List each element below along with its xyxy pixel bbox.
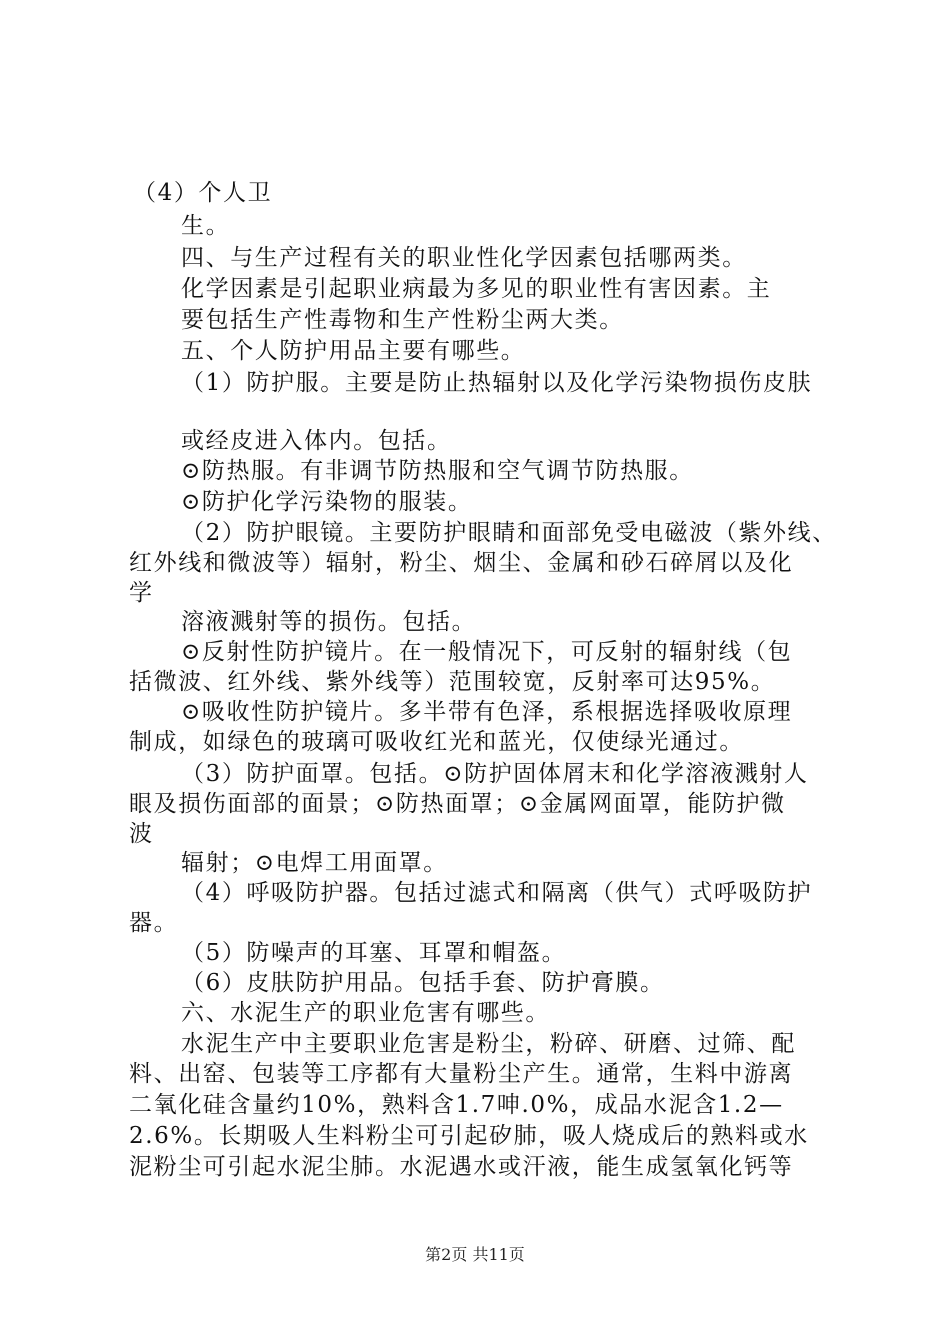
text-line: 料、出窑、包装等工序都有大量粉尘产生。通常，生料中游离 [129, 1061, 794, 1087]
text-line: ⊙防热服。有非调节防热服和空气调节防热服。 [181, 458, 694, 484]
text-line: 器。 [129, 910, 179, 936]
section-heading: 六、水泥生产的职业危害有哪些。 [181, 1000, 550, 1026]
section-heading: 四、与生产过程有关的职业性化学因素包括哪两类。 [181, 245, 747, 271]
text-line: ⊙防护化学污染物的服装。 [181, 489, 473, 515]
text-line: 波 [129, 821, 154, 847]
text-line: ⊙吸收性防护镜片。多半带有色泽，系根据选择吸收原理 [181, 699, 793, 725]
text-line: 生。 [181, 213, 231, 239]
text-line: （3）防护面罩。包括。⊙防护固体屑末和化学溶液溅射人 [181, 761, 809, 787]
text-line: 或经皮进入体内。包括。 [181, 428, 452, 454]
text-line: （2）防护眼镜。主要防护眼睛和面部免受电磁波（紫外线、 [181, 520, 837, 546]
text-line: 二氧化硅含量约10%，熟料含1.7呻.0%，成品水泥含1.2— [129, 1092, 784, 1118]
text-line: （5）防噪声的耳塞、耳罩和帽盔。 [181, 940, 567, 966]
text-line: 泥粉尘可引起水泥尘肺。水泥遇水或汗液，能生成氢氧化钙等 [129, 1154, 794, 1180]
text-line: （6）皮肤防护用品。包括手套、防护膏膜。 [181, 970, 665, 996]
text-line: 学 [129, 580, 154, 606]
page-number: 第2页 共11页 [425, 1245, 525, 1264]
text-line: 要包括生产性毒物和生产性粉尘两大类。 [181, 307, 624, 333]
text-line: 括微波、红外线、紫外线等）范围较宽，反射率可达95%。 [129, 669, 776, 695]
section-heading: 五、个人防护用品主要有哪些。 [181, 338, 526, 364]
text-line: 水泥生产中主要职业危害是粉尘，粉碎、研磨、过筛、配 [181, 1031, 796, 1057]
text-line: 化学因素是引起职业病最为多见的职业性有害因素。主 [181, 276, 772, 302]
text-line: 2.6%。长期吸人生料粉尘可引起矽肺，吸人烧成后的熟料或水 [129, 1123, 809, 1149]
text-line: （1）防护服。主要是防止热辐射以及化学污染物损伤皮肤 [181, 370, 813, 396]
text-line: 红外线和微波等）辐射，粉尘、烟尘、金属和砂石碎屑以及化 [129, 550, 794, 576]
text-line: （4）个人卫 [133, 180, 273, 206]
text-line: ⊙反射性防护镜片。在一般情况下，可反射的辐射线（包 [181, 639, 793, 665]
text-line: 辐射；⊙电焊工用面罩。 [181, 850, 448, 876]
text-line: 制成，如绿色的玻璃可吸收红光和蓝光，仅使绿光通过。 [129, 729, 744, 755]
text-line: 溶液溅射等的损伤。包括。 [181, 609, 477, 635]
text-line: 眼及损伤面部的面景；⊙防热面罩；⊙金属网面罩，能防护微 [129, 791, 786, 817]
text-line: （4）呼吸防护器。包括过滤式和隔离（供气）式呼吸防护 [181, 880, 813, 906]
